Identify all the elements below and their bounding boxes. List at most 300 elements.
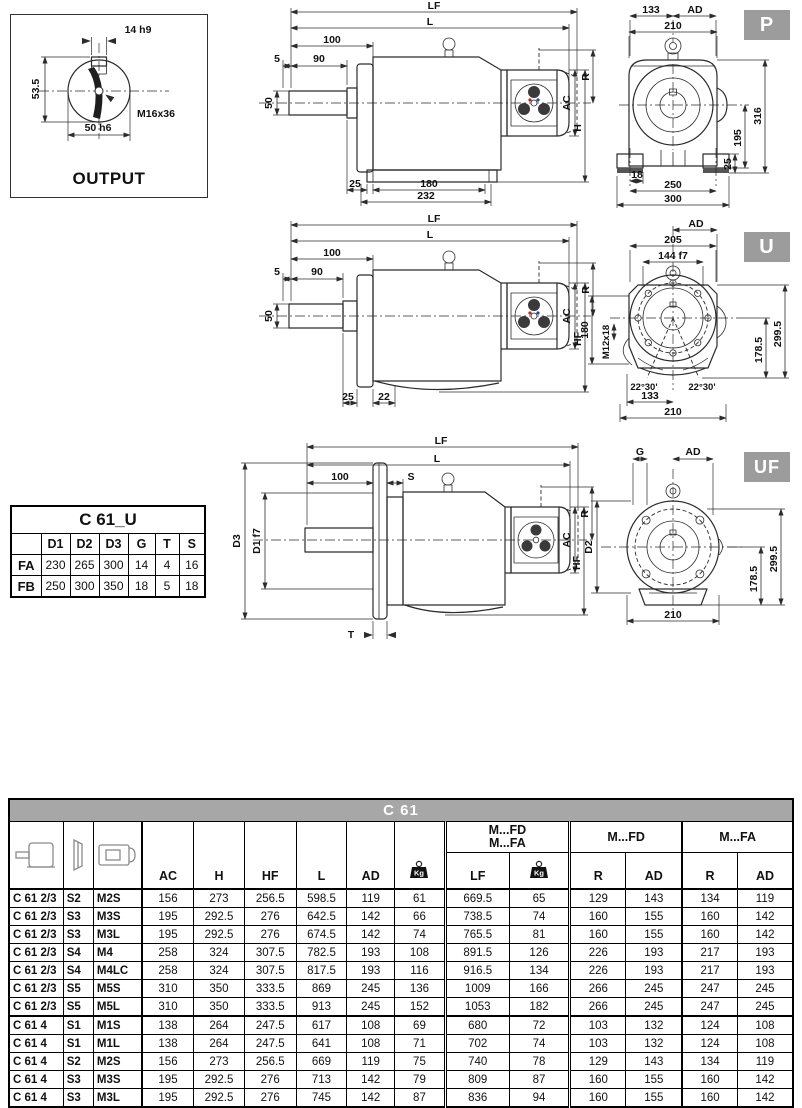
cell: 226 bbox=[570, 962, 626, 980]
cell: S3 bbox=[63, 1089, 93, 1108]
col-header: LF bbox=[445, 853, 509, 890]
cell: 641 bbox=[296, 1035, 346, 1053]
cell: M3L bbox=[93, 926, 141, 944]
cell: 264 bbox=[194, 1035, 244, 1053]
cell: 1009 bbox=[445, 980, 509, 998]
dim-label: 90 bbox=[311, 266, 323, 278]
cell: 143 bbox=[626, 1053, 682, 1071]
dim-label: 18 bbox=[631, 169, 643, 181]
dim-label: R bbox=[580, 73, 592, 81]
dim-label: 25 bbox=[349, 178, 361, 190]
dim-label: D2 bbox=[583, 540, 595, 554]
output-title: OUTPUT bbox=[72, 169, 146, 188]
cell: 156 bbox=[142, 889, 194, 908]
motor-icon bbox=[96, 838, 138, 872]
cell: 247.5 bbox=[244, 1016, 296, 1035]
dimensions bbox=[30, 24, 175, 141]
cell: S3 bbox=[63, 926, 93, 944]
cell: 142 bbox=[347, 1089, 395, 1108]
dim-label: 299.5 bbox=[768, 545, 780, 573]
dim-label: AC bbox=[561, 532, 573, 548]
dim-label: S bbox=[407, 471, 415, 483]
cell: 138 bbox=[142, 1016, 194, 1035]
cell: 247 bbox=[682, 998, 737, 1017]
cell: 160 bbox=[570, 1089, 626, 1108]
cell: 713 bbox=[296, 1071, 346, 1089]
dim-label: 299.5 bbox=[772, 320, 784, 348]
cell: 4 bbox=[155, 555, 179, 576]
cell: 256.5 bbox=[244, 1053, 296, 1071]
dim-label: M12x18 bbox=[601, 324, 612, 360]
dim-label: 25 bbox=[722, 158, 734, 170]
cell: 266 bbox=[570, 998, 626, 1017]
dim-label: 14 h9 bbox=[124, 24, 152, 36]
cell: 276 bbox=[244, 926, 296, 944]
cell: 642.5 bbox=[296, 908, 346, 926]
cell: S5 bbox=[63, 980, 93, 998]
cell: M2S bbox=[93, 1053, 141, 1071]
cell: 61 bbox=[395, 889, 445, 908]
dim-label: 90 bbox=[313, 53, 325, 65]
group-header-fdfa bbox=[445, 822, 570, 853]
cell: 119 bbox=[347, 1053, 395, 1071]
cell: C 61 4 bbox=[9, 1089, 63, 1108]
cell: 160 bbox=[682, 926, 737, 944]
cell: 292.5 bbox=[194, 1089, 244, 1108]
cell: S1 bbox=[63, 1035, 93, 1053]
dim-label: 205 bbox=[664, 234, 682, 246]
cell: 738.5 bbox=[445, 908, 509, 926]
cell: 72 bbox=[509, 1016, 569, 1035]
cell: 276 bbox=[244, 1071, 296, 1089]
table-row bbox=[9, 962, 793, 980]
cell: 809 bbox=[445, 1071, 509, 1089]
cell: M3S bbox=[93, 1071, 141, 1089]
cell: 300 bbox=[99, 555, 128, 576]
cell: S4 bbox=[63, 944, 93, 962]
cell: 166 bbox=[509, 980, 569, 998]
dim-label: 300 bbox=[664, 193, 682, 205]
table-row bbox=[9, 1089, 793, 1108]
col-header: D2 bbox=[70, 534, 99, 555]
angle-label: 22°30' bbox=[688, 382, 716, 393]
cell: 217 bbox=[682, 944, 737, 962]
view-tag-p: P bbox=[744, 10, 790, 40]
cell: 193 bbox=[347, 944, 395, 962]
cell: 350 bbox=[194, 980, 244, 998]
dim-label: L bbox=[426, 229, 434, 241]
cell: 160 bbox=[570, 908, 626, 926]
dim-label: 25 bbox=[342, 391, 354, 403]
cell: S5 bbox=[63, 998, 93, 1017]
cell: 669.5 bbox=[445, 889, 509, 908]
cell: 5 bbox=[155, 576, 179, 598]
cell: 782.5 bbox=[296, 944, 346, 962]
table-row bbox=[9, 908, 793, 926]
col-header: AC bbox=[142, 822, 194, 890]
dim-label: 100 bbox=[331, 471, 349, 483]
dim-label: AD bbox=[687, 4, 703, 16]
cell: 195 bbox=[142, 1089, 194, 1108]
cell: 307.5 bbox=[244, 944, 296, 962]
cell: M5S bbox=[93, 980, 141, 998]
cell: 18 bbox=[179, 576, 205, 598]
cell: 155 bbox=[626, 1089, 682, 1108]
flange-dimension-table bbox=[10, 505, 206, 598]
cell: 292.5 bbox=[194, 1071, 244, 1089]
cell: 680 bbox=[445, 1016, 509, 1035]
dim-label: M16x36 bbox=[137, 108, 175, 120]
dimension-table bbox=[8, 798, 794, 1108]
dim-label: T bbox=[347, 629, 355, 641]
cell: 138 bbox=[142, 1035, 194, 1053]
dim-label: 144 f7 bbox=[658, 250, 688, 262]
cell: 66 bbox=[395, 908, 445, 926]
kg-weight-icon bbox=[528, 860, 550, 880]
cell: 126 bbox=[509, 944, 569, 962]
cell: 245 bbox=[347, 980, 395, 998]
cell: C 61 4 bbox=[9, 1071, 63, 1089]
cell: 307.5 bbox=[244, 962, 296, 980]
table-row bbox=[11, 576, 205, 598]
cell: 129 bbox=[570, 889, 626, 908]
cell: 292.5 bbox=[194, 908, 244, 926]
cell: 916.5 bbox=[445, 962, 509, 980]
col-header: AD bbox=[626, 853, 682, 890]
cell: 745 bbox=[296, 1089, 346, 1108]
table-row bbox=[9, 1035, 793, 1053]
cell: 119 bbox=[347, 889, 395, 908]
dim-label: 316 bbox=[752, 107, 764, 125]
cell: 152 bbox=[395, 998, 445, 1017]
cell: 350 bbox=[99, 576, 128, 598]
dim-label: 178.5 bbox=[748, 565, 760, 593]
dim-label: 210 bbox=[664, 406, 682, 418]
cell: M3S bbox=[93, 908, 141, 926]
cell: 247.5 bbox=[244, 1035, 296, 1053]
cell: M1L bbox=[93, 1035, 141, 1053]
cell: 217 bbox=[682, 962, 737, 980]
cell: C 61 2/3 bbox=[9, 998, 63, 1017]
dim-label: D3 bbox=[231, 534, 243, 548]
cell: 119 bbox=[737, 889, 793, 908]
cell: S2 bbox=[63, 889, 93, 908]
col-header: T bbox=[155, 534, 179, 555]
cell: 300 bbox=[70, 576, 99, 598]
gearbox-icon-cell bbox=[9, 822, 63, 890]
table-title: C 61 bbox=[9, 799, 793, 822]
dim-label: 5 bbox=[274, 266, 280, 278]
col-header: R bbox=[570, 853, 626, 890]
cell: 226 bbox=[570, 944, 626, 962]
dim-label: L bbox=[433, 453, 441, 465]
cell: M4LC bbox=[93, 962, 141, 980]
cell: 108 bbox=[737, 1035, 793, 1053]
cell: 333.5 bbox=[244, 998, 296, 1017]
cell: 132 bbox=[626, 1035, 682, 1053]
cell: 124 bbox=[682, 1016, 737, 1035]
cell: M3L bbox=[93, 1089, 141, 1108]
table-row bbox=[9, 1071, 793, 1089]
cell: 193 bbox=[347, 962, 395, 980]
cell: 195 bbox=[142, 1071, 194, 1089]
cell: 256.5 bbox=[244, 889, 296, 908]
gearmotor-outline bbox=[289, 38, 577, 182]
cell: 669 bbox=[296, 1053, 346, 1071]
cell: 740 bbox=[445, 1053, 509, 1071]
dim-label: LF bbox=[427, 0, 441, 12]
cell: 193 bbox=[737, 944, 793, 962]
cell: 108 bbox=[395, 944, 445, 962]
cell: 160 bbox=[682, 1071, 737, 1089]
cell: 292.5 bbox=[194, 926, 244, 944]
cell: C 61 2/3 bbox=[9, 962, 63, 980]
cell: 891.5 bbox=[445, 944, 509, 962]
col-header: D3 bbox=[99, 534, 128, 555]
cell: C 61 2/3 bbox=[9, 980, 63, 998]
cell: 247 bbox=[682, 980, 737, 998]
cell: 142 bbox=[737, 908, 793, 926]
cell: 674.5 bbox=[296, 926, 346, 944]
view-tag-u: U bbox=[744, 232, 790, 262]
output-detail-box bbox=[10, 14, 208, 198]
cell: 156 bbox=[142, 1053, 194, 1071]
cell: 108 bbox=[737, 1016, 793, 1035]
dim-label: 133 bbox=[642, 4, 660, 16]
cell: 598.5 bbox=[296, 889, 346, 908]
col-header: G bbox=[128, 534, 155, 555]
cell: 136 bbox=[395, 980, 445, 998]
table-title-row bbox=[9, 799, 793, 822]
cell: 65 bbox=[509, 889, 569, 908]
small-table-title: C 61_U bbox=[11, 506, 205, 534]
cell: 132 bbox=[626, 1016, 682, 1035]
weight-header-cell bbox=[395, 822, 445, 890]
cell: 75 bbox=[395, 1053, 445, 1071]
dim-label: 210 bbox=[664, 20, 682, 32]
dim-label: LF bbox=[434, 435, 448, 447]
cell: 155 bbox=[626, 1071, 682, 1089]
cell: 195 bbox=[142, 908, 194, 926]
cell: 124 bbox=[682, 1035, 737, 1053]
group-label: M...FA bbox=[488, 836, 526, 850]
cell: 310 bbox=[142, 998, 194, 1017]
table-header-group-row bbox=[9, 822, 793, 853]
row-label: FA bbox=[11, 555, 41, 576]
dim-label: 100 bbox=[323, 247, 341, 259]
row-label: FB bbox=[11, 576, 41, 598]
cell: 273 bbox=[194, 1053, 244, 1071]
dim-label: 250 bbox=[664, 179, 682, 191]
cell: 265 bbox=[70, 555, 99, 576]
cell: 87 bbox=[509, 1071, 569, 1089]
cell: M4 bbox=[93, 944, 141, 962]
cell: 250 bbox=[41, 576, 70, 598]
cell: 266 bbox=[570, 980, 626, 998]
output-shaft-drawing bbox=[11, 15, 203, 161]
cell: S4 bbox=[63, 962, 93, 980]
flange-icon-cell bbox=[63, 822, 93, 890]
cell: 142 bbox=[737, 1071, 793, 1089]
cell: C 61 2/3 bbox=[9, 889, 63, 908]
flange-outline bbox=[601, 469, 745, 617]
cell: M2S bbox=[93, 889, 141, 908]
cell: 193 bbox=[737, 962, 793, 980]
cell: S3 bbox=[63, 908, 93, 926]
dim-label: AD bbox=[685, 446, 701, 458]
col-header: L bbox=[296, 822, 346, 890]
cell: 869 bbox=[296, 980, 346, 998]
cell: 134 bbox=[509, 962, 569, 980]
cell: 119 bbox=[737, 1053, 793, 1071]
cell: 182 bbox=[509, 998, 569, 1017]
cell: 142 bbox=[347, 908, 395, 926]
dim-label: HF bbox=[572, 332, 584, 346]
group-label: M...FD bbox=[488, 823, 527, 837]
gearmotor-outline bbox=[289, 251, 577, 390]
dim-label: R bbox=[580, 286, 592, 294]
dimensions bbox=[263, 213, 596, 407]
col-header: H bbox=[194, 822, 244, 890]
table-row bbox=[9, 1053, 793, 1071]
cell: 16 bbox=[179, 555, 205, 576]
cell: 143 bbox=[626, 889, 682, 908]
p-side-view-drawing bbox=[239, 0, 595, 206]
dim-label: 53.5 bbox=[30, 78, 42, 100]
cell: 81 bbox=[509, 926, 569, 944]
cell: M5L bbox=[93, 998, 141, 1017]
corner-cell bbox=[11, 534, 41, 555]
dim-label: AC bbox=[561, 95, 573, 111]
dim-label: 50 bbox=[263, 97, 275, 109]
dim-label: G bbox=[635, 446, 645, 458]
cell: 155 bbox=[626, 926, 682, 944]
kg-weight-icon bbox=[408, 860, 430, 880]
cell: 108 bbox=[347, 1035, 395, 1053]
table-row bbox=[9, 980, 793, 998]
table-row bbox=[9, 998, 793, 1017]
cell: 245 bbox=[737, 998, 793, 1017]
cell: 817.5 bbox=[296, 962, 346, 980]
cell: 18 bbox=[128, 576, 155, 598]
cell: 310 bbox=[142, 980, 194, 998]
cell: 245 bbox=[626, 998, 682, 1017]
col-header: R bbox=[682, 853, 737, 890]
col-header: S bbox=[179, 534, 205, 555]
col-header: HF bbox=[244, 822, 296, 890]
dim-label: L bbox=[426, 16, 434, 28]
dim-label: 178.5 bbox=[753, 336, 765, 364]
cell: 129 bbox=[570, 1053, 626, 1071]
cell: 74 bbox=[509, 908, 569, 926]
cell: 193 bbox=[626, 944, 682, 962]
cell: C 61 2/3 bbox=[9, 908, 63, 926]
dim-label: 50 bbox=[263, 310, 275, 322]
cell: 273 bbox=[194, 889, 244, 908]
cell: 258 bbox=[142, 962, 194, 980]
cell: 94 bbox=[509, 1089, 569, 1108]
cell: 333.5 bbox=[244, 980, 296, 998]
dim-label: 50 h6 bbox=[84, 122, 112, 134]
cell: 155 bbox=[626, 908, 682, 926]
cell: S1 bbox=[63, 1016, 93, 1035]
view-tag-uf: UF bbox=[744, 452, 790, 482]
dim-label: LF bbox=[427, 213, 441, 225]
cell: 14 bbox=[128, 555, 155, 576]
cell: 69 bbox=[395, 1016, 445, 1035]
cell: 276 bbox=[244, 1089, 296, 1108]
cell: 87 bbox=[395, 1089, 445, 1108]
dim-label: R bbox=[579, 510, 591, 518]
cell: C 61 4 bbox=[9, 1016, 63, 1035]
dim-label: 100 bbox=[323, 34, 341, 46]
cell: 258 bbox=[142, 944, 194, 962]
cell: 79 bbox=[395, 1071, 445, 1089]
table-row bbox=[9, 944, 793, 962]
cell: 71 bbox=[395, 1035, 445, 1053]
dim-label: AD bbox=[688, 218, 704, 230]
cell: C 61 2/3 bbox=[9, 926, 63, 944]
cell: C 61 4 bbox=[9, 1035, 63, 1053]
cell: 230 bbox=[41, 555, 70, 576]
table-row bbox=[11, 555, 205, 576]
cell: 134 bbox=[682, 889, 737, 908]
angle-label: 22°30' bbox=[630, 382, 658, 393]
dim-label: D1 f7 bbox=[251, 528, 263, 554]
kg-label: Kg bbox=[414, 868, 425, 878]
small-table-header-row bbox=[11, 534, 205, 555]
small-table-title-row bbox=[11, 506, 205, 534]
cell: 350 bbox=[194, 998, 244, 1017]
table-row bbox=[9, 926, 793, 944]
gearbox-icon bbox=[13, 838, 59, 872]
cell: S2 bbox=[63, 1053, 93, 1071]
col-header: D1 bbox=[41, 534, 70, 555]
cell: 195 bbox=[142, 926, 194, 944]
cell: 116 bbox=[395, 962, 445, 980]
group-header-fd: M...FD bbox=[570, 822, 683, 853]
flange-icon bbox=[68, 838, 88, 872]
uf-side-view-drawing bbox=[233, 435, 595, 645]
dimensions bbox=[231, 435, 594, 641]
cell: C 61 2/3 bbox=[9, 944, 63, 962]
dim-label: 5 bbox=[274, 53, 280, 65]
cell: 617 bbox=[296, 1016, 346, 1035]
dim-label: AC bbox=[561, 308, 573, 324]
cell: 160 bbox=[570, 926, 626, 944]
cell: 324 bbox=[194, 962, 244, 980]
cell: 103 bbox=[570, 1016, 626, 1035]
weight-header-cell bbox=[509, 853, 569, 890]
dim-label: 133 bbox=[641, 390, 659, 402]
cell: 78 bbox=[509, 1053, 569, 1071]
cell: 74 bbox=[395, 926, 445, 944]
cell: 142 bbox=[347, 1071, 395, 1089]
col-header: AD bbox=[737, 853, 793, 890]
gearmotor-outline bbox=[305, 463, 578, 619]
cell: 134 bbox=[682, 1053, 737, 1071]
cell: 142 bbox=[737, 1089, 793, 1108]
cell: 160 bbox=[682, 1089, 737, 1108]
motor-icon-cell bbox=[93, 822, 141, 890]
table-row bbox=[9, 889, 793, 908]
kg-label: Kg bbox=[534, 868, 545, 878]
cell: S3 bbox=[63, 1071, 93, 1089]
group-header-fa: M...FA bbox=[682, 822, 793, 853]
table-row bbox=[9, 1016, 793, 1035]
cell: C 61 4 bbox=[9, 1053, 63, 1071]
dim-label: H bbox=[572, 124, 584, 132]
